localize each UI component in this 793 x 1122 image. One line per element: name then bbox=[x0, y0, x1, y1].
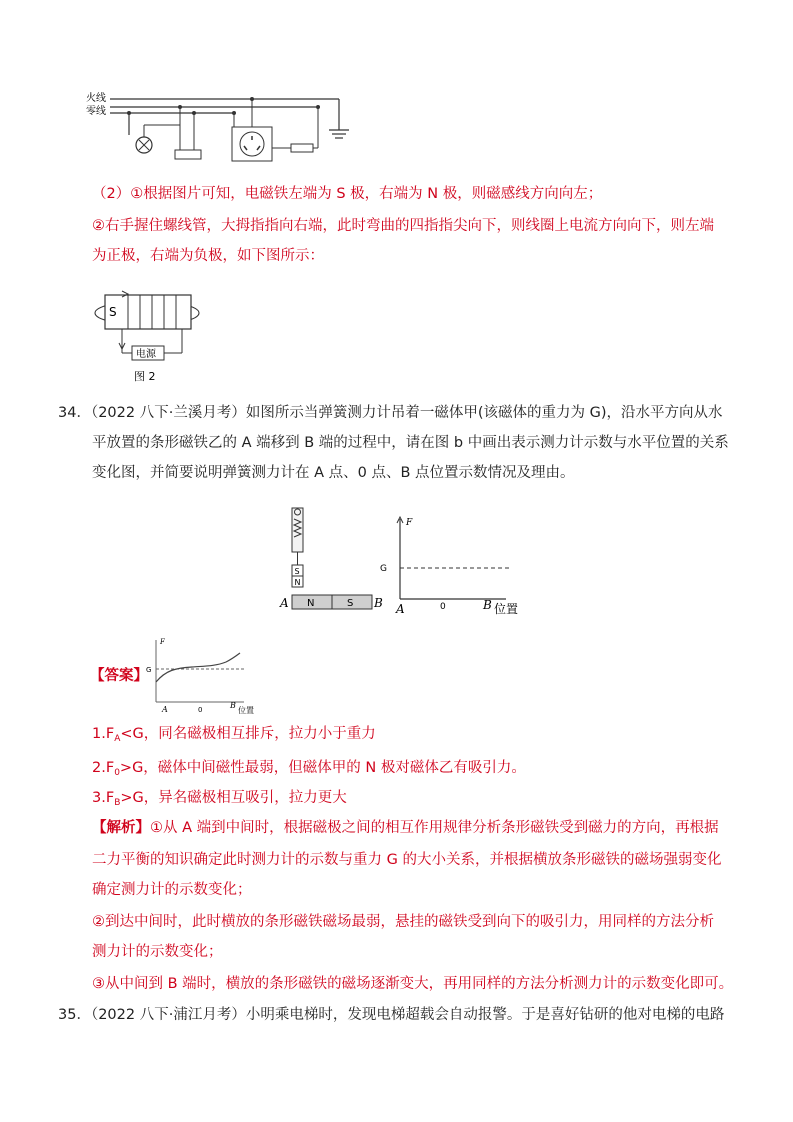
solenoid-pole-label: S bbox=[109, 305, 117, 319]
q34-line2: 平放置的条形磁铁乙的 A 端移到 B 端的过程中，请在图 b 中画出表示测力计示数与水平位置的关系 bbox=[92, 435, 729, 451]
live-wire-label: 火线 bbox=[86, 93, 106, 104]
answer-item-2: $2.F_0>G$，磁体中间磁性最弱，但磁体甲的 N 极对磁体乙有吸引力。 bbox=[92, 760, 526, 778]
answer-graph bbox=[142, 634, 282, 716]
hanging-magnet-n: N bbox=[294, 578, 301, 587]
axis-g-label: G bbox=[380, 564, 387, 574]
tick-0-label: 0 bbox=[440, 602, 446, 612]
solenoid-figure bbox=[92, 283, 204, 383]
household-circuit-figure bbox=[84, 90, 364, 170]
power-source-label: 电源 bbox=[136, 349, 156, 360]
q34-line3: 变化图，并简要说明弹簧测力计在 A 点、0 点、B 点位置示数情况及理由。 bbox=[92, 465, 575, 481]
answer-axis-f: F bbox=[160, 638, 165, 646]
q35-line1: 35．（2022 八下·浦江月考）小明乘电梯时，发现电梯超载会自动报警。于是喜好钻研的他对电梯的电路 bbox=[58, 1007, 725, 1023]
answer-item-3: $3.F_B>G$，异名磁极相互吸引，拉力更大 bbox=[92, 790, 347, 808]
neutral-wire-label: 零线 bbox=[86, 106, 106, 117]
hanging-magnet-s: S bbox=[294, 567, 300, 576]
q34-line1: 34．（2022 八下·兰溪月考）如图所示当弹簧测力计吊着一磁体甲(该磁体的重力为 G)，沿水平方向从水 bbox=[58, 405, 723, 421]
tick-b-label: B bbox=[483, 598, 492, 612]
answer-axis-g: G bbox=[146, 666, 152, 674]
q34-figure bbox=[276, 503, 528, 618]
analysis-line3: 确定测力计的示数变化； bbox=[92, 882, 252, 898]
bar-end-a: A bbox=[280, 596, 289, 610]
part2-line1: （2）①根据图片可知，电磁铁左端为 S 极，右端为 N 极，则磁感线方向向左； bbox=[92, 186, 603, 202]
analysis-line5: 测力计的示数变化； bbox=[92, 944, 223, 960]
analysis-line6: ③从中间到 B 端时，横放的条形磁铁的磁场逐渐变大，再用同样的方法分析测力计的示数变化即可。 bbox=[92, 976, 734, 992]
tick-a-label: A bbox=[396, 602, 405, 616]
answer-label: 【答案】 bbox=[90, 668, 148, 684]
analysis-line2: 二力平衡的知识确定此时测力计的示数与重力 G 的大小关系，并根据横放条形磁铁的磁场强弱变化 bbox=[92, 852, 722, 868]
part2-line2: ②右手握住螺线管，大拇指指向右端，此时弯曲的四指指尖向下，则线圈上电流方向向下，则左端 bbox=[92, 218, 714, 234]
answer-tick-a: A bbox=[162, 705, 168, 714]
analysis-line4: ②到达中间时，此时横放的条形磁铁磁场最弱，悬挂的磁铁受到向下的吸引力，用同样的方法分析 bbox=[92, 914, 714, 930]
axis-f-label: F bbox=[406, 518, 413, 528]
figure2-caption: 图 2 bbox=[134, 370, 156, 383]
answer-tick-b: B bbox=[230, 701, 236, 710]
analysis-label: 【解析】 bbox=[92, 820, 150, 836]
bar-magnet-s: S bbox=[347, 598, 354, 609]
part2-line3: 为正极，右端为负极，如下图所示： bbox=[92, 248, 324, 264]
analysis-line1: 【解析】①从 A 端到中间时，根据磁极之间的相互作用规律分析条形磁铁受到磁力的方向，再根据 bbox=[92, 820, 719, 836]
answer-item-1: $1.F_A<G$，同名磁极相互排斥，拉力小于重力 bbox=[92, 726, 376, 744]
bar-end-b: B bbox=[374, 596, 383, 610]
bar-magnet-n: N bbox=[307, 598, 315, 609]
answer-tick-0: 0 bbox=[198, 706, 203, 714]
answer-axis-x: 位置 bbox=[238, 706, 254, 715]
axis-x-label: 位置 bbox=[494, 602, 519, 616]
